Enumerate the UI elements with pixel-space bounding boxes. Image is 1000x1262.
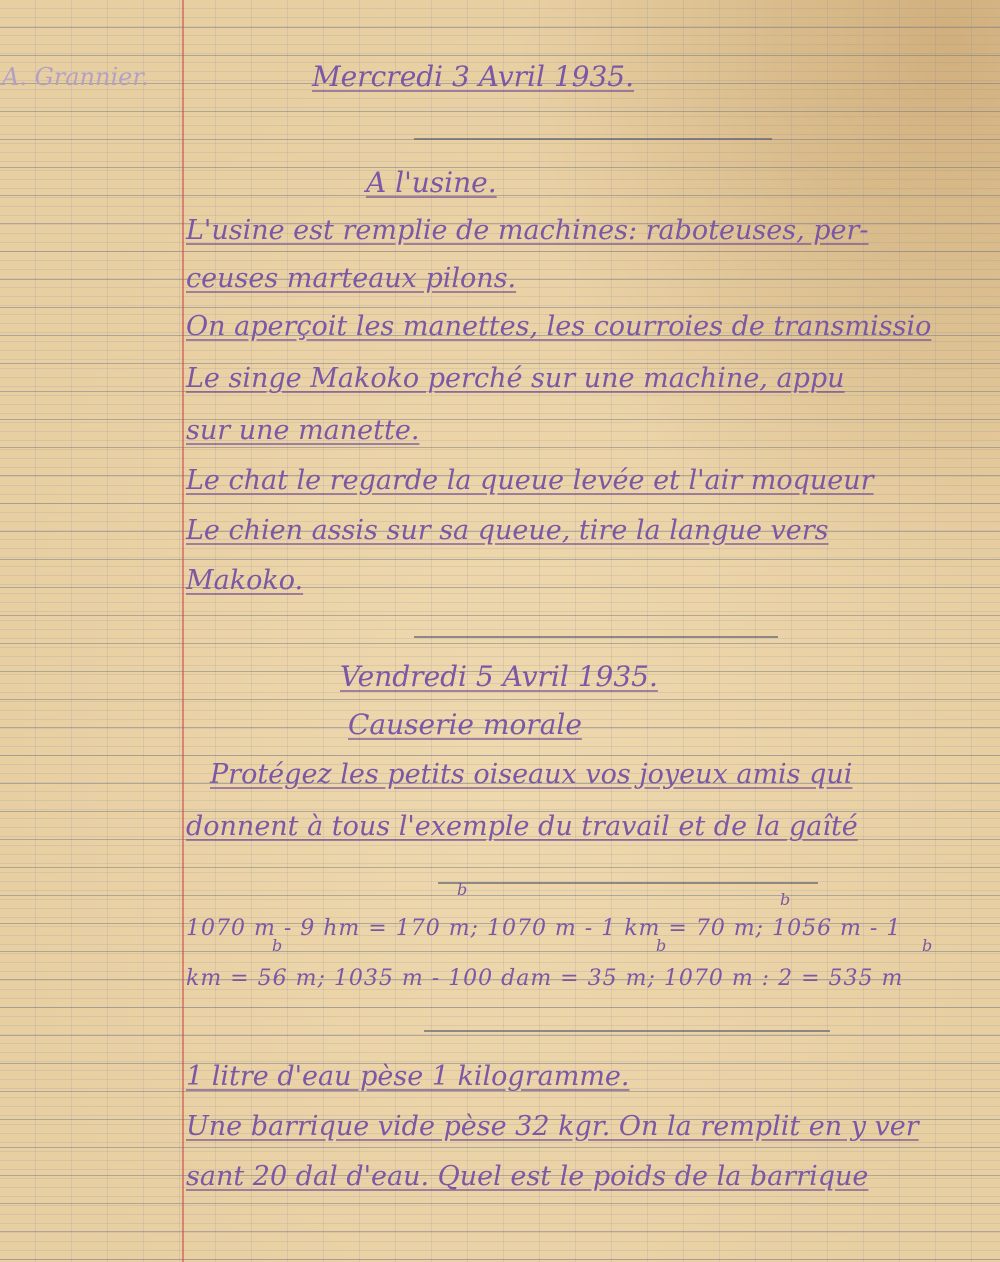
entry1-line: On aperçoit les manettes, les courroies de transmissio (186, 311, 932, 342)
entry1-line: ceuses marteaux pilons. (186, 263, 517, 294)
math-line: km = 56 m; 1035 m - 100 dam = 35 m; 1070 m : 2 = 535 m (186, 966, 904, 991)
correction-mark: b (272, 936, 283, 955)
author-name: A. Grannier. (2, 63, 149, 91)
entry1-line: Makoko. (186, 565, 304, 596)
entry1-line: Le singe Makoko perché sur une machine, appu (186, 363, 845, 394)
entry1-line: Le chien assis sur sa queue, tire la langue vers (186, 515, 829, 546)
separator-rule (414, 636, 778, 638)
problem-line: sant 20 dal d'eau. Quel est le poids de la barrique (186, 1161, 869, 1192)
entry2-line: Protégez les petits oiseaux vos joyeux amis qui (210, 759, 853, 790)
problem-line: Une barrique vide pèse 32 kgr. On la remplit en y ver (186, 1111, 919, 1142)
correction-mark: b (457, 880, 468, 899)
entry1-line: L'usine est remplie de machines: raboteuses, per- (186, 215, 869, 246)
entry2-line: donnent à tous l'exemple du travail et de la gaîté (186, 811, 858, 842)
separator-rule (438, 882, 818, 884)
correction-mark: b (780, 890, 791, 909)
entry1-title: A l'usine. (366, 166, 497, 199)
entry2-date: Vendredi 5 Avril 1935. (340, 660, 658, 693)
entry2-title: Causerie morale (348, 708, 582, 741)
correction-mark: b (922, 936, 933, 955)
entry1-line: sur une manette. (186, 415, 420, 446)
correction-mark: b (656, 936, 667, 955)
problem-line: 1 litre d'eau pèse 1 kilogramme. (186, 1061, 630, 1092)
math-line: 1070 m - 9 hm = 170 m; 1070 m - 1 km = 70 m; 1056 m - 1 (186, 916, 902, 941)
entry1-date: Mercredi 3 Avril 1935. (312, 60, 635, 93)
separator-rule (414, 138, 772, 140)
entry1-line: Le chat le regarde la queue levée et l'air moqueur (186, 465, 874, 496)
separator-rule (424, 1030, 830, 1032)
